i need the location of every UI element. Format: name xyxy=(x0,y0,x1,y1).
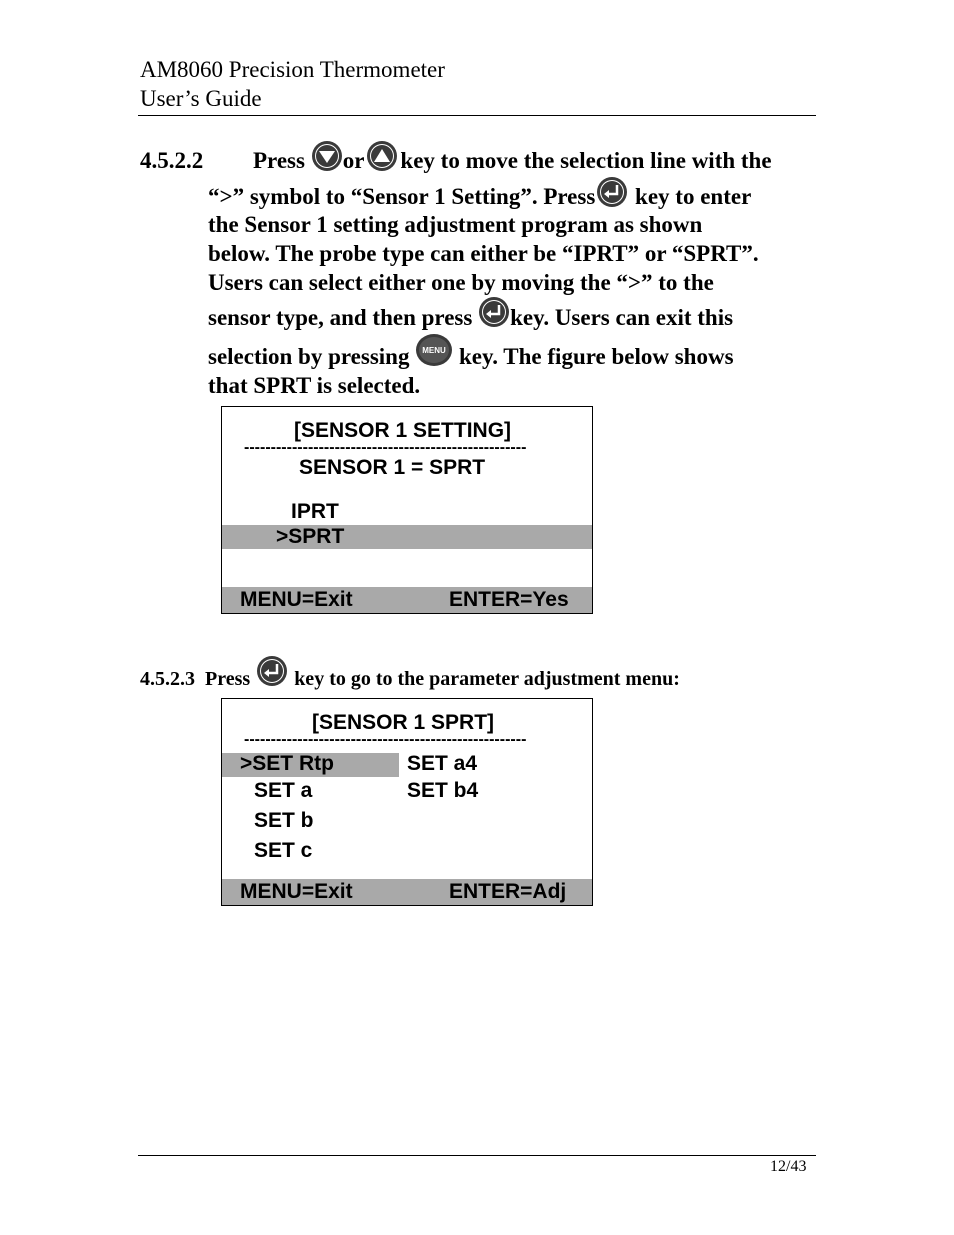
paragraph-line-8: that SPRT is selected. xyxy=(208,373,421,398)
paragraph-line-4: below. The probe type can either be “IPRT” or “SPRT”. xyxy=(208,241,759,266)
section-4-5-2-3: 4.5.2.3 Press key to go to the parameter adjustment menu: xyxy=(140,654,680,698)
menu-key-icon xyxy=(415,333,453,385)
section-number: 4.5.2.2 xyxy=(140,148,204,173)
lcd-item-set-rtp: >SET Rtp xyxy=(240,752,334,775)
paragraph-line-5: Users can select either one by moving the “>” to the xyxy=(208,270,714,295)
lcd-separator: ----------------------------------------------------- xyxy=(244,439,527,456)
paragraph-line-1: Press or key to move the selection line with the xyxy=(253,140,772,176)
page-number: 12/43 xyxy=(770,1158,807,1175)
lcd-option-sprt: >SPRT xyxy=(276,525,345,548)
lcd-title: [SENSOR 1 SETTING] xyxy=(294,419,512,442)
lcd-option-iprt: IPRT xyxy=(291,500,339,523)
doc-title: AM8060 Precision Thermometer xyxy=(140,57,445,82)
header-rule xyxy=(138,115,816,116)
lcd-footer xyxy=(222,879,592,905)
lcd-item-set-b: SET b xyxy=(254,809,314,832)
paragraph-line-6: sensor type, and then press key. Users can exit this xyxy=(208,296,733,336)
doc-subtitle: User’s Guide xyxy=(140,86,262,111)
svg-text:MENU: MENU xyxy=(422,345,447,355)
lcd-footer xyxy=(222,587,592,613)
footer-rule xyxy=(138,1155,816,1156)
paragraph-line-7: selection by pressing MENU key. The figure below shows xyxy=(208,332,734,372)
lcd-item-set-c: SET c xyxy=(254,839,313,862)
lcd-footer-enter: ENTER=Yes xyxy=(449,588,569,611)
lcd-item-set-a4: SET a4 xyxy=(407,752,478,775)
paragraph-line-2: “>” symbol to “Sensor 1 Setting”. Press key to enter xyxy=(208,176,751,210)
lcd-screen-sensor-setting xyxy=(221,406,593,614)
lcd-item-set-a: SET a xyxy=(254,779,313,802)
lcd-footer-enter: ENTER=Adj xyxy=(449,880,567,903)
lcd-title: [SENSOR 1 SPRT] xyxy=(312,711,495,734)
lcd-separator: ----------------------------------------------------- xyxy=(244,731,527,748)
lcd-footer-exit: MENU=Exit xyxy=(240,880,353,903)
paragraph-line-3: the Sensor 1 setting adjustment program as shown xyxy=(208,212,703,237)
lcd-footer-exit: MENU=Exit xyxy=(240,588,353,611)
lcd-status: SENSOR 1 = SPRT xyxy=(299,456,486,479)
lcd-item-set-b4: SET b4 xyxy=(407,779,479,802)
lcd-screen-sensor-sprt xyxy=(221,698,593,906)
